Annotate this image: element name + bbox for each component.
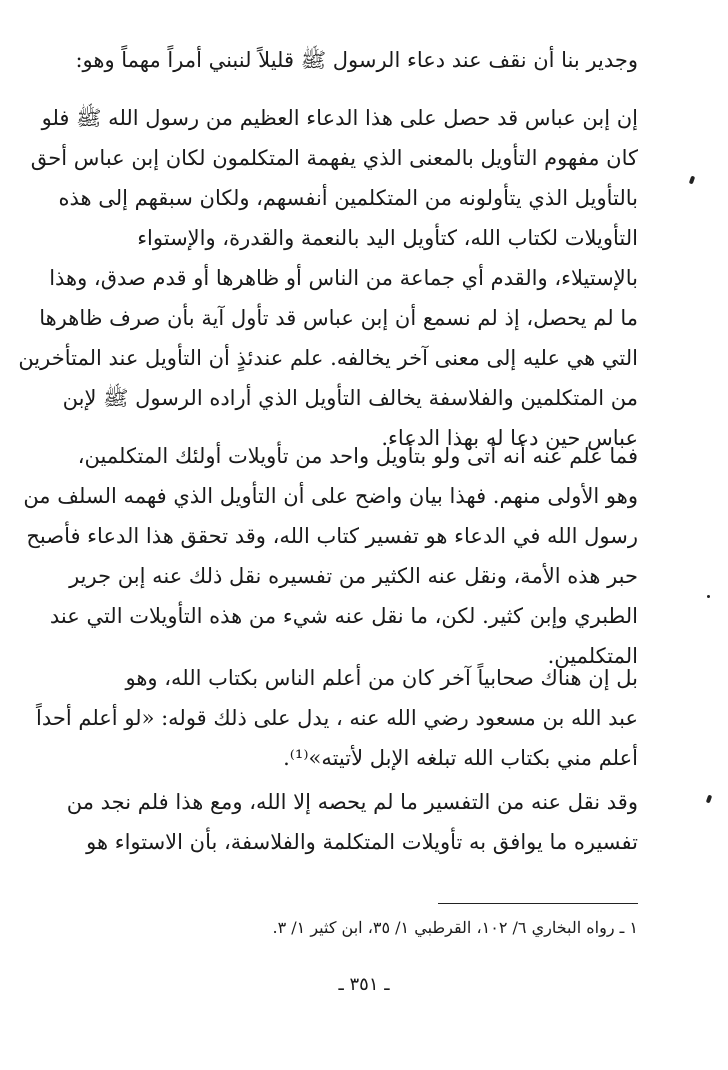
text-line: بل إن هناك صحابياً آخر كان من أعلم الناس بكتاب الله، وهو <box>125 666 638 690</box>
text-line: وهو الأولى منهم. فهذا بيان واضح على أن التأويل الذي فهمه السلف من <box>23 484 638 508</box>
paragraph-salaf-understanding <box>23 436 638 676</box>
text-line: تفسيره ما يوافق به تأويلات المتكلمة والفلاسفة، بأن الاستواء هو <box>86 830 638 854</box>
text-line: إن إبن عباس قد حصل على هذا الدعاء العظيم من رسول الله ﷺ فلو <box>41 106 638 130</box>
text-line: فما علم عنه أنه أتى ولو بتأويل واحد من تأويلات أولئك المتكلمين، <box>77 444 638 468</box>
text-line: التي هي عليه إلى معنى آخر يخالفه. علم عندئذٍ أن التأويل عند المتأخرين <box>18 346 638 370</box>
footnote-divider <box>438 903 638 904</box>
text-line: المتكلمين. <box>547 644 638 668</box>
intro-paragraph <box>75 40 638 80</box>
text-line: عبد الله بن مسعود رضي الله عنه ، يدل على ذلك قوله: «لو أعلم أحداً <box>36 706 638 730</box>
footnote: ١ ـ رواه البخاري ٦/ ١٠٢، القرطبي ١/ ٣٥، ابن كثير ١/ ٣. <box>272 918 638 937</box>
text-line: بالإستيلاء، والقدم أي جماعة من الناس أو ظاهرها أو قدم صدق، وهذا <box>49 266 638 290</box>
text-line: كان مفهوم التأويل بالمعنى الذي يفهمة المتكلمون لكان إبن عباس أحق <box>30 146 638 170</box>
margin-mark <box>689 176 695 185</box>
margin-mark <box>706 795 712 804</box>
paragraph-tafsir <box>66 782 638 862</box>
text-line: التأويلات لكتاب الله، كتأويل اليد بالنعمة والقدرة، والإستواء <box>137 226 638 250</box>
text-line: بالتأويل الذي يتأولونه من المتكلمين أنفسهم، ولكان سبقهم إلى هذه <box>58 186 638 210</box>
text-line: ما لم يحصل، إذ لم نسمع أن إبن عباس قد تأول آية بأن صرف ظاهرها <box>39 306 638 330</box>
text-line: الطبري وإبن كثير. لكن، ما نقل عنه شيء من هذه التأويلات التي عند <box>49 604 638 628</box>
margin-mark <box>707 595 710 598</box>
text-line: عباس حين دعا له بهذا الدعاء. <box>381 426 638 450</box>
text-line: وجدير بنا أن نقف عند دعاء الرسول ﷺ قليلاً لنبني أمراً مهماً وهو: <box>75 48 638 72</box>
paragraph-ibn-masud <box>36 658 638 778</box>
text-line: أعلم مني بكتاب الله تبلغه الإبل لأتيته»⁽¹⁾. <box>283 746 638 770</box>
text-line: وقد نقل عنه من التفسير ما لم يحصه إلا الله، ومع هذا فلم نجد من <box>66 790 638 814</box>
text-line: حبر هذه الأمة، ونقل عنه الكثير من تفسيره نقل ذلك عنه إبن جرير <box>69 564 638 588</box>
paragraph-ibn-abbas <box>18 98 638 458</box>
text-line: من المتكلمين والفلاسفة يخالف التأويل الذي أراده الرسول ﷺ لإبن <box>62 386 638 410</box>
text-line: رسول الله في الدعاء هو تفسير كتاب الله، وقد تحقق هذا الدعاء فأصبح <box>26 524 638 548</box>
page-number: ـ ٣٥١ ـ <box>338 974 390 995</box>
